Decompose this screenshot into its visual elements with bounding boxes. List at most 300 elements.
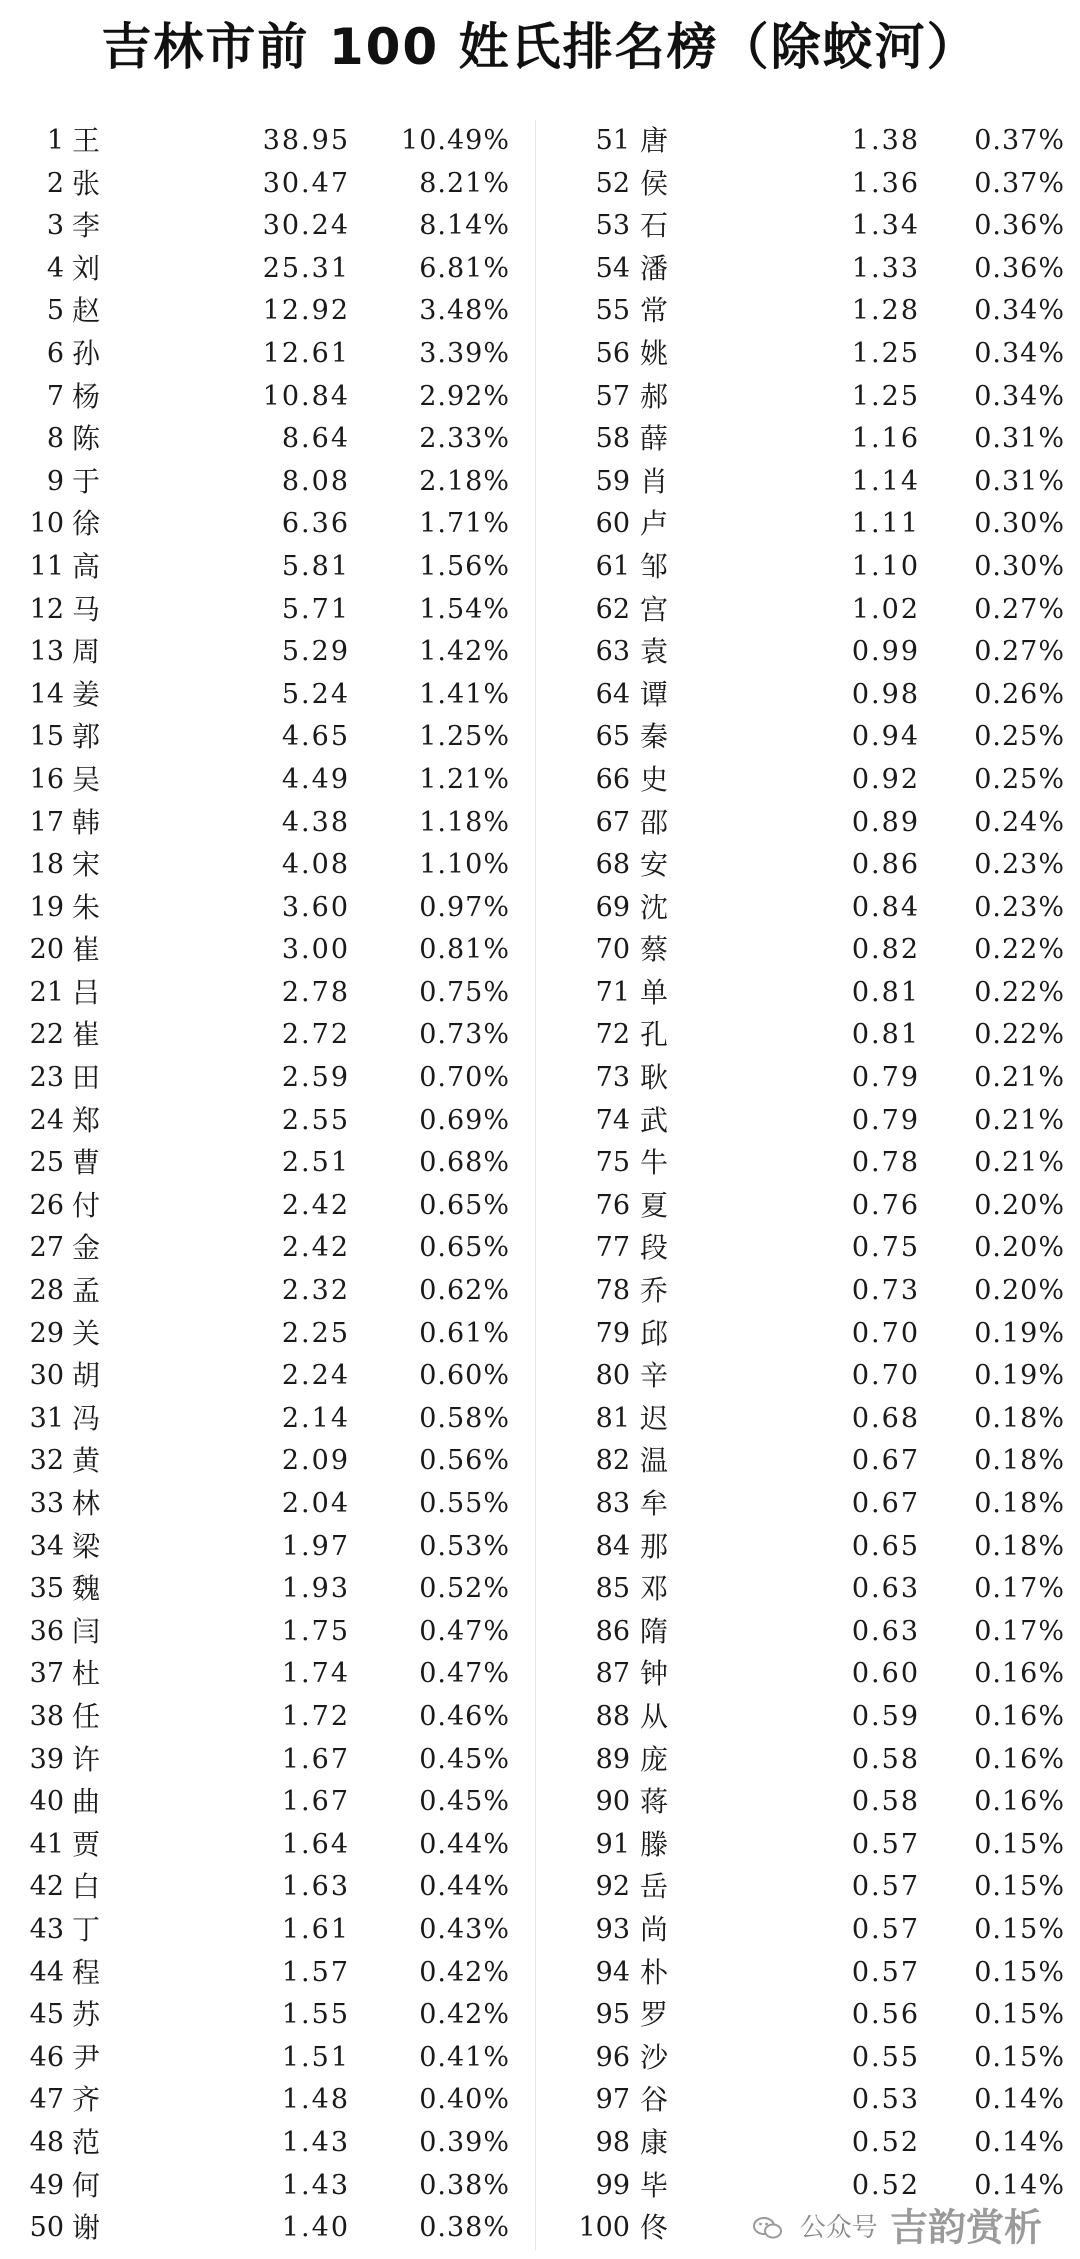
- surname-cell: 付: [72, 1188, 101, 1222]
- table-row: [20, 1739, 510, 1782]
- table-row: [20, 461, 510, 504]
- table-row: [20, 2079, 510, 2122]
- percentage-cell: 0.15%: [974, 2041, 1065, 2073]
- population-cell: 2.51: [281, 1147, 350, 1179]
- table-row: [20, 802, 510, 845]
- percentage-cell: 0.18%: [974, 1488, 1065, 1519]
- population-cell: 0.79: [851, 1062, 920, 1094]
- surname-cell: 安: [640, 848, 669, 882]
- population-cell: 38.95: [262, 125, 350, 156]
- surname-cell: 杜: [72, 1657, 101, 1691]
- table-row: [20, 589, 510, 632]
- rank-cell: 99: [595, 2169, 630, 2201]
- surname-cell: 郑: [72, 1103, 101, 1137]
- rank-cell: 50: [29, 2212, 64, 2244]
- percentage-cell: 0.69%: [419, 1104, 510, 1136]
- percentage-cell: 0.22%: [974, 1019, 1065, 1051]
- surname-cell: 迟: [640, 1401, 669, 1435]
- percentage-cell: 0.14%: [974, 2084, 1065, 2116]
- population-cell: 25.31: [262, 252, 350, 284]
- table-row: [20, 1909, 510, 1952]
- rank-cell: 88: [595, 1700, 630, 1732]
- surname-cell: 黄: [72, 1444, 101, 1478]
- table-row: [560, 120, 1065, 163]
- table-row: [560, 1185, 1065, 1228]
- percentage-cell: 0.15%: [974, 1956, 1065, 1988]
- surname-cell: 邓: [640, 1572, 669, 1606]
- population-cell: 0.92: [851, 763, 920, 795]
- percentage-cell: 0.60%: [419, 1360, 510, 1392]
- table-row: [20, 1781, 510, 1824]
- rank-cell: 39: [29, 1743, 64, 1775]
- table-row: [560, 887, 1065, 930]
- table-row: [560, 1227, 1065, 1270]
- table-row: [560, 376, 1065, 419]
- surname-cell: 牟: [640, 1487, 669, 1520]
- rank-cell: 33: [29, 1488, 64, 1519]
- surname-cell: 蔡: [640, 933, 669, 967]
- surname-cell: 钟: [640, 1657, 669, 1691]
- surname-cell: 吴: [72, 762, 101, 796]
- surname-cell: 赵: [72, 294, 101, 328]
- surname-cell: 谢: [72, 2211, 101, 2245]
- rank-cell: 9: [46, 465, 64, 497]
- rank-cell: 6: [46, 337, 64, 369]
- table-row: [20, 972, 510, 1015]
- population-cell: 2.25: [281, 1317, 350, 1349]
- surname-cell: 关: [72, 1316, 101, 1350]
- page-title: 吉林市前 100 姓氏排名榜（除蛟河）: [101, 18, 979, 76]
- surname-cell: 夏: [640, 1188, 669, 1222]
- population-cell: 0.82: [851, 934, 920, 966]
- percentage-cell: 0.18%: [974, 1530, 1065, 1562]
- percentage-cell: 0.70%: [419, 1062, 510, 1094]
- percentage-cell: 0.18%: [974, 1402, 1065, 1434]
- percentage-cell: 0.15%: [974, 1828, 1065, 1860]
- rank-cell: 16: [29, 763, 64, 795]
- table-row: [560, 503, 1065, 546]
- table-row: [560, 1398, 1065, 1441]
- population-cell: 5.71: [281, 593, 350, 625]
- rank-cell: 23: [29, 1062, 64, 1094]
- surname-cell: 胡: [72, 1359, 101, 1393]
- rank-cell: 71: [595, 976, 630, 1008]
- surname-cell: 岳: [640, 1870, 669, 1904]
- surname-cell: 吕: [72, 975, 101, 1009]
- table-row: [560, 1057, 1065, 1100]
- population-cell: 4.08: [281, 849, 350, 881]
- percentage-cell: 0.14%: [974, 2126, 1065, 2158]
- surname-cell: 牛: [640, 1146, 669, 1180]
- rank-cell: 43: [29, 1913, 64, 1945]
- population-cell: 30.24: [262, 210, 350, 242]
- rank-cell: 69: [595, 891, 630, 923]
- account-watermark: [745, 2203, 1050, 2251]
- population-cell: 2.42: [281, 1189, 350, 1221]
- rank-cell: 87: [595, 1658, 630, 1690]
- rank-cell: 22: [29, 1019, 64, 1051]
- surname-cell: 贾: [72, 1827, 101, 1861]
- table-row: [20, 1483, 510, 1526]
- surname-cell: 邱: [640, 1316, 669, 1350]
- surname-cell: 潘: [640, 251, 669, 285]
- surname-cell: 毕: [640, 2168, 669, 2202]
- rank-cell: 18: [29, 849, 64, 881]
- percentage-cell: 0.16%: [974, 1743, 1065, 1775]
- percentage-cell: 0.73%: [419, 1019, 510, 1051]
- surname-cell: 邵: [640, 805, 669, 839]
- rank-cell: 78: [595, 1275, 630, 1307]
- table-row: [20, 1057, 510, 1100]
- rank-cell: 19: [29, 891, 64, 923]
- population-cell: 1.02: [851, 593, 920, 625]
- percentage-cell: 0.45%: [419, 1743, 510, 1775]
- table-row: [20, 1866, 510, 1909]
- table-row: [560, 1355, 1065, 1398]
- surname-cell: 曹: [72, 1146, 101, 1180]
- rank-cell: 51: [595, 125, 630, 156]
- rank-cell: 30: [29, 1360, 64, 1392]
- table-row: [20, 1994, 510, 2037]
- table-row: [560, 972, 1065, 1015]
- population-cell: 0.58: [851, 1743, 920, 1775]
- percentage-cell: 0.44%: [419, 1871, 510, 1903]
- population-cell: 5.29: [281, 636, 350, 668]
- table-row: [20, 1100, 510, 1143]
- percentage-cell: 1.25%: [419, 721, 510, 753]
- surname-cell: 隋: [640, 1614, 669, 1648]
- percentage-cell: 0.53%: [419, 1530, 510, 1562]
- rank-cell: 20: [29, 934, 64, 966]
- surname-cell: 范: [72, 2125, 101, 2159]
- rank-cell: 13: [29, 636, 64, 668]
- table-row: [560, 1568, 1065, 1611]
- rank-cell: 89: [595, 1743, 630, 1775]
- rank-cell: 83: [595, 1488, 630, 1519]
- percentage-cell: 0.31%: [974, 465, 1065, 497]
- population-cell: 1.11: [851, 508, 920, 540]
- rank-cell: 12: [29, 593, 64, 625]
- percentage-cell: 2.92%: [419, 380, 510, 412]
- population-cell: 6.36: [281, 508, 350, 540]
- surname-cell: 丁: [72, 1912, 101, 1946]
- rank-cell: 11: [29, 550, 64, 582]
- surname-cell: 袁: [640, 635, 669, 669]
- rank-cell: 77: [595, 1232, 630, 1264]
- surname-cell: 孟: [72, 1274, 101, 1308]
- population-cell: 1.34: [851, 210, 920, 242]
- rank-cell: 46: [29, 2041, 64, 2073]
- population-cell: 0.79: [851, 1104, 920, 1136]
- rank-cell: 24: [29, 1104, 64, 1136]
- percentage-cell: 0.97%: [419, 891, 510, 923]
- table-row: [20, 2207, 510, 2250]
- surname-cell: 周: [72, 635, 101, 669]
- population-cell: 1.51: [281, 2041, 350, 2073]
- surname-cell: 从: [640, 1699, 669, 1733]
- table-row: [560, 2037, 1065, 2080]
- table-row: [560, 1100, 1065, 1143]
- population-cell: 0.57: [851, 1913, 920, 1945]
- rank-cell: 56: [595, 337, 630, 369]
- population-cell: 1.33: [851, 252, 920, 284]
- population-cell: 2.24: [281, 1360, 350, 1392]
- watermark-prefix: 公众号: [799, 2212, 878, 2243]
- population-cell: 0.94: [851, 721, 920, 753]
- population-cell: 3.60: [281, 891, 350, 923]
- population-cell: 0.57: [851, 1871, 920, 1903]
- surname-cell: 姜: [72, 677, 101, 711]
- percentage-cell: 0.61%: [419, 1317, 510, 1349]
- surname-cell: 陈: [72, 422, 101, 456]
- surname-cell: 肖: [640, 464, 669, 498]
- population-cell: 8.08: [281, 465, 350, 497]
- population-cell: 1.25: [851, 337, 920, 369]
- surname-cell: 侯: [640, 166, 669, 200]
- rank-cell: 93: [595, 1913, 630, 1945]
- surname-cell: 滕: [640, 1827, 669, 1861]
- rank-cell: 96: [595, 2041, 630, 2073]
- population-cell: 0.70: [851, 1317, 920, 1349]
- table-row: [20, 631, 510, 674]
- percentage-cell: 0.42%: [419, 1999, 510, 2031]
- surname-cell: 李: [72, 209, 101, 243]
- table-row: [560, 1313, 1065, 1356]
- rank-cell: 76: [595, 1189, 630, 1221]
- population-cell: 0.67: [851, 1445, 920, 1477]
- population-cell: 1.16: [851, 423, 920, 455]
- table-row: [20, 1227, 510, 1270]
- surname-cell: 郝: [640, 379, 669, 413]
- surname-cell: 谭: [640, 677, 669, 711]
- population-cell: 0.55: [851, 2041, 920, 2073]
- rank-cell: 49: [29, 2169, 64, 2201]
- rank-cell: 1: [46, 125, 64, 156]
- surname-cell: 乔: [640, 1274, 669, 1308]
- table-row: [560, 1526, 1065, 1569]
- rank-cell: 80: [595, 1360, 630, 1392]
- rank-cell: 70: [595, 934, 630, 966]
- surname-cell: 武: [640, 1103, 669, 1137]
- table-row: [20, 844, 510, 887]
- population-cell: 1.36: [851, 167, 920, 199]
- surname-cell: 宫: [640, 592, 669, 626]
- table-row: [20, 929, 510, 972]
- table-row: [560, 333, 1065, 376]
- table-row: [560, 1014, 1065, 1057]
- rank-cell: 52: [595, 167, 630, 199]
- population-cell: 1.67: [281, 1786, 350, 1818]
- table-row: [20, 759, 510, 802]
- percentage-cell: 0.62%: [419, 1275, 510, 1307]
- rank-cell: 63: [595, 636, 630, 668]
- surname-cell: 高: [72, 549, 101, 583]
- percentage-cell: 0.27%: [974, 636, 1065, 668]
- percentage-cell: 0.46%: [419, 1700, 510, 1732]
- table-row: [20, 887, 510, 930]
- population-cell: 4.38: [281, 806, 350, 838]
- percentage-cell: 0.58%: [419, 1402, 510, 1434]
- percentage-cell: 0.26%: [974, 678, 1065, 710]
- population-cell: 0.99: [851, 636, 920, 668]
- surname-cell: 邹: [640, 549, 669, 583]
- percentage-cell: 0.20%: [974, 1189, 1065, 1221]
- rank-cell: 38: [29, 1700, 64, 1732]
- population-cell: 0.76: [851, 1189, 920, 1221]
- percentage-cell: 0.65%: [419, 1232, 510, 1264]
- rank-cell: 42: [29, 1871, 64, 1903]
- percentage-cell: 0.52%: [419, 1573, 510, 1605]
- table-row: [20, 1313, 510, 1356]
- surname-cell: 崔: [72, 1018, 101, 1052]
- percentage-cell: 0.24%: [974, 806, 1065, 838]
- surname-cell: 张: [72, 166, 101, 200]
- percentage-cell: 0.21%: [974, 1062, 1065, 1094]
- population-cell: 0.73: [851, 1275, 920, 1307]
- surname-cell: 常: [640, 294, 669, 328]
- rank-cell: 35: [29, 1573, 64, 1605]
- surname-cell: 田: [72, 1061, 101, 1095]
- surname-cell: 罗: [640, 1998, 669, 2032]
- population-cell: 1.10: [851, 550, 920, 582]
- population-cell: 2.09: [281, 1445, 350, 1477]
- table-row: [560, 2122, 1065, 2165]
- population-cell: 1.93: [281, 1573, 350, 1605]
- percentage-cell: 0.20%: [974, 1275, 1065, 1307]
- population-cell: 0.86: [851, 849, 920, 881]
- population-cell: 5.24: [281, 678, 350, 710]
- wechat-icon: [753, 2216, 783, 2240]
- percentage-cell: 2.18%: [419, 465, 510, 497]
- rank-cell: 47: [29, 2084, 64, 2116]
- surname-cell: 秦: [640, 720, 669, 754]
- surname-cell: 辛: [640, 1359, 669, 1393]
- population-cell: 0.68: [851, 1402, 920, 1434]
- ranking-column-left: [20, 120, 510, 2250]
- percentage-cell: 3.48%: [419, 295, 510, 327]
- percentage-cell: 1.18%: [419, 806, 510, 838]
- surname-cell: 石: [640, 209, 669, 243]
- population-cell: 1.43: [281, 2126, 350, 2158]
- rank-cell: 57: [595, 380, 630, 412]
- rank-cell: 94: [595, 1956, 630, 1988]
- rank-cell: 27: [29, 1232, 64, 1264]
- rank-cell: 79: [595, 1317, 630, 1349]
- surname-cell: 程: [72, 1955, 101, 1989]
- population-cell: 0.60: [851, 1658, 920, 1690]
- rank-cell: 75: [595, 1147, 630, 1179]
- population-cell: 1.97: [281, 1530, 350, 1562]
- population-cell: 1.48: [281, 2084, 350, 2116]
- surname-cell: 姚: [640, 336, 669, 370]
- surname-cell: 沈: [640, 890, 669, 924]
- rank-cell: 68: [595, 849, 630, 881]
- surname-cell: 杨: [72, 379, 101, 413]
- surname-cell: 宋: [72, 848, 101, 882]
- table-row: [20, 1824, 510, 1867]
- surname-cell: 耿: [640, 1061, 669, 1095]
- percentage-cell: 8.14%: [419, 210, 510, 242]
- surname-cell: 蒋: [640, 1785, 669, 1819]
- rank-cell: 100: [578, 2212, 630, 2244]
- percentage-cell: 1.56%: [419, 550, 510, 582]
- table-row: [20, 2165, 510, 2208]
- rank-cell: 7: [46, 380, 64, 412]
- percentage-cell: 0.15%: [974, 1871, 1065, 1903]
- rank-cell: 90: [595, 1786, 630, 1818]
- table-row: [560, 2165, 1065, 2208]
- population-cell: 2.14: [281, 1402, 350, 1434]
- rank-cell: 15: [29, 721, 64, 753]
- table-row: [560, 1952, 1065, 1995]
- population-cell: 0.59: [851, 1700, 920, 1732]
- percentage-cell: 0.45%: [419, 1786, 510, 1818]
- population-cell: 0.56: [851, 1999, 920, 2031]
- percentage-cell: 8.21%: [419, 167, 510, 199]
- rank-cell: 10: [29, 508, 64, 540]
- percentage-cell: 0.34%: [974, 337, 1065, 369]
- surname-cell: 孙: [72, 336, 101, 370]
- table-row: [20, 716, 510, 759]
- population-cell: 2.55: [281, 1104, 350, 1136]
- population-cell: 1.55: [281, 1999, 350, 2031]
- table-row: [560, 631, 1065, 674]
- percentage-cell: 0.40%: [419, 2084, 510, 2116]
- percentage-cell: 0.37%: [974, 125, 1065, 156]
- table-row: [560, 1739, 1065, 1782]
- percentage-cell: 0.21%: [974, 1147, 1065, 1179]
- population-cell: 0.65: [851, 1530, 920, 1562]
- rank-cell: 67: [595, 806, 630, 838]
- population-cell: 0.63: [851, 1615, 920, 1647]
- rank-cell: 21: [29, 976, 64, 1008]
- table-row: [560, 589, 1065, 632]
- rank-cell: 92: [595, 1871, 630, 1903]
- rank-cell: 5: [46, 295, 64, 327]
- surname-cell: 郭: [72, 720, 101, 754]
- percentage-cell: 1.10%: [419, 849, 510, 881]
- percentage-cell: 1.42%: [419, 636, 510, 668]
- percentage-cell: 0.16%: [974, 1786, 1065, 1818]
- surname-cell: 佟: [640, 2211, 669, 2245]
- rank-cell: 8: [46, 423, 64, 455]
- percentage-cell: 0.65%: [419, 1189, 510, 1221]
- table-row: [20, 1142, 510, 1185]
- surname-cell: 温: [640, 1444, 669, 1478]
- percentage-cell: 0.38%: [419, 2212, 510, 2244]
- rank-cell: 3: [46, 210, 64, 242]
- population-cell: 0.52: [851, 2126, 920, 2158]
- table-row: [560, 163, 1065, 206]
- percentage-cell: 0.19%: [974, 1317, 1065, 1349]
- surname-cell: 曲: [72, 1785, 101, 1819]
- percentage-cell: 10.49%: [401, 125, 510, 156]
- table-row: [20, 120, 510, 163]
- percentage-cell: 0.37%: [974, 167, 1065, 199]
- population-cell: 0.53: [851, 2084, 920, 2116]
- rank-cell: 74: [595, 1104, 630, 1136]
- surname-cell: 何: [72, 2168, 101, 2202]
- percentage-cell: 0.23%: [974, 891, 1065, 923]
- population-cell: 0.81: [851, 1019, 920, 1051]
- population-cell: 1.67: [281, 1743, 350, 1775]
- surname-cell: 薛: [640, 422, 669, 456]
- rank-cell: 58: [595, 423, 630, 455]
- population-cell: 2.59: [281, 1062, 350, 1094]
- surname-cell: 冯: [72, 1401, 101, 1435]
- rank-cell: 95: [595, 1999, 630, 2031]
- table-row: [20, 163, 510, 206]
